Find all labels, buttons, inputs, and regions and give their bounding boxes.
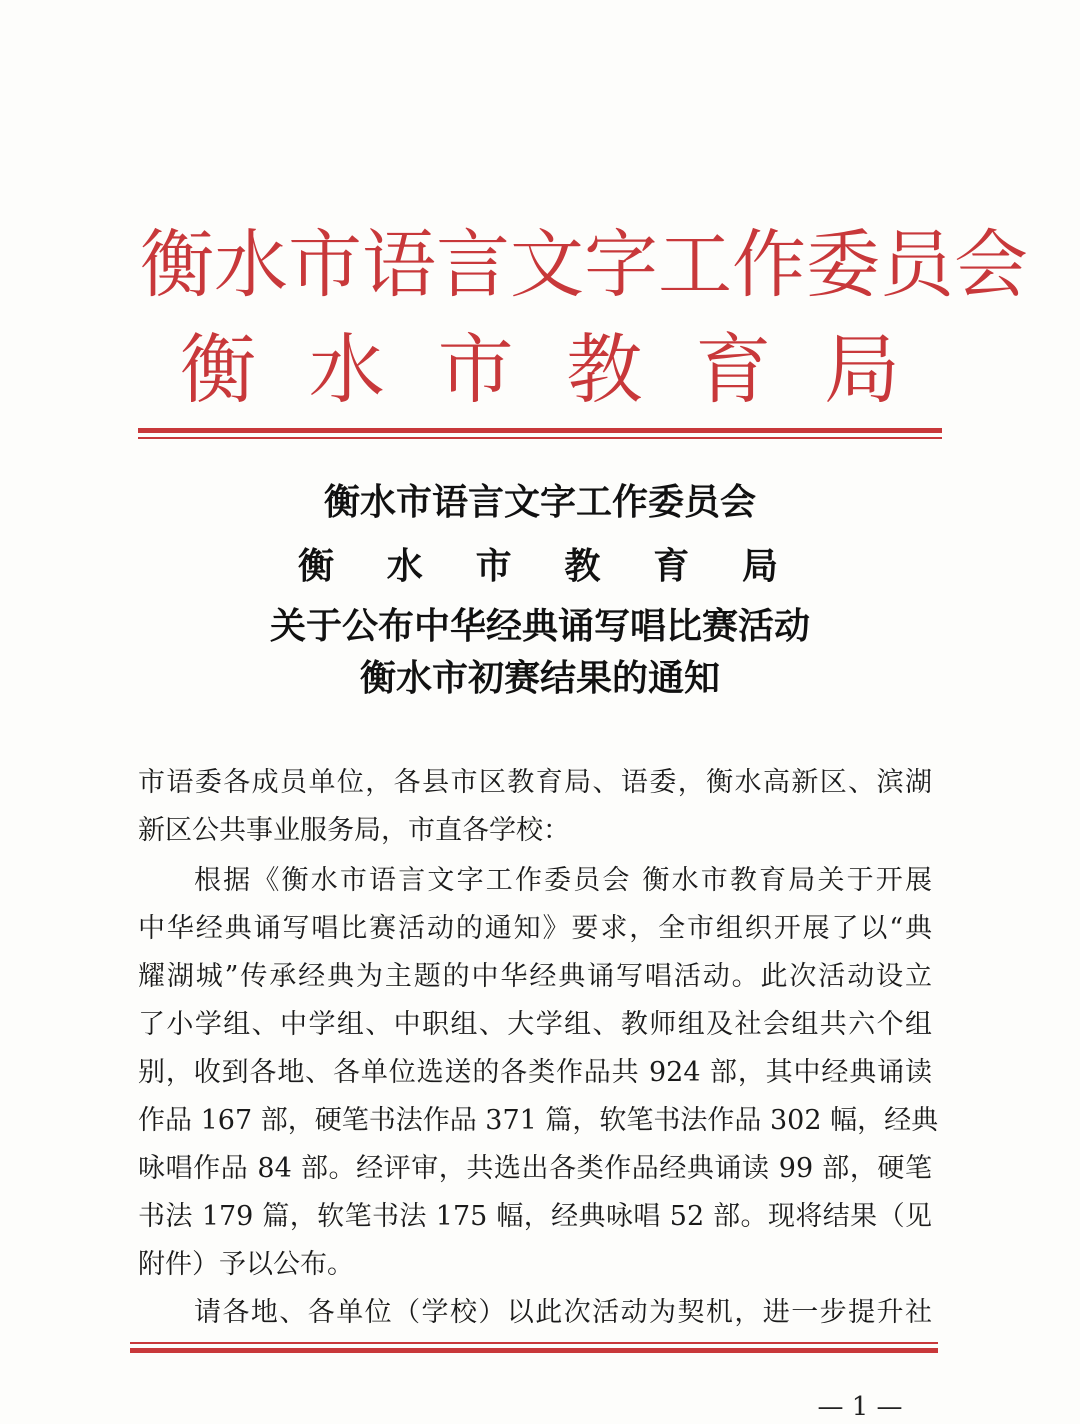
footer-divider-thin — [130, 1342, 938, 1344]
body-line: 书法 179 篇，软笔书法 175 幅，经典咏唱 52 部。现将结果（见 — [138, 1201, 932, 1232]
body-line: 耀湖城”传承经典为主题的中华经典诵写唱活动。此次活动设立 — [138, 961, 932, 992]
red-header-issuer-2: 衡 水 市 教 育 局 — [180, 325, 900, 414]
body-line: 了小学组、中学组、中职组、大学组、教师组及社会组共六个组 — [138, 1009, 932, 1040]
doc-title-line-3: 关于公布中华经典诵写唱比赛活动 — [269, 605, 810, 647]
header-divider-thin — [138, 437, 942, 439]
body-line: 作品 167 部，硬笔书法作品 371 篇，软笔书法作品 302 幅，经典 — [138, 1105, 939, 1136]
body-line: 请各地、各单位（学校）以此次活动为契机，进一步提升社 — [194, 1297, 932, 1328]
doc-title-line-4: 衡水市初赛结果的通知 — [359, 657, 720, 699]
body-line: 咏唱作品 84 部。经评审，共选出各类作品经典诵读 99 部，硬笔 — [138, 1153, 932, 1184]
body-line: 中华经典诵写唱比赛活动的通知》要求，全市组织开展了以“典 — [138, 913, 932, 944]
body-line: 新区公共事业服务局，市直各学校： — [138, 815, 570, 846]
body-line: 根据《衡水市语言文字工作委员会 衡水市教育局关于开展 — [194, 865, 932, 896]
header-divider-thick — [138, 428, 942, 433]
page-number: — 1 — — [817, 1392, 903, 1422]
body-line: 别，收到各地、各单位选送的各类作品共 924 部，其中经典诵读 — [138, 1057, 932, 1088]
red-header-issuer-1: 衡水市语言文字工作委员会 — [140, 222, 1028, 308]
body-line: 市语委各成员单位，各县市区教育局、语委，衡水高新区、滨湖 — [138, 767, 932, 798]
footer-divider-thick — [130, 1348, 938, 1353]
body-line: 附件）予以公布。 — [138, 1249, 354, 1280]
doc-title-line-2: 衡 水 市 教 育 局 — [298, 545, 778, 587]
doc-title-line-1: 衡水市语言文字工作委员会 — [323, 481, 756, 523]
